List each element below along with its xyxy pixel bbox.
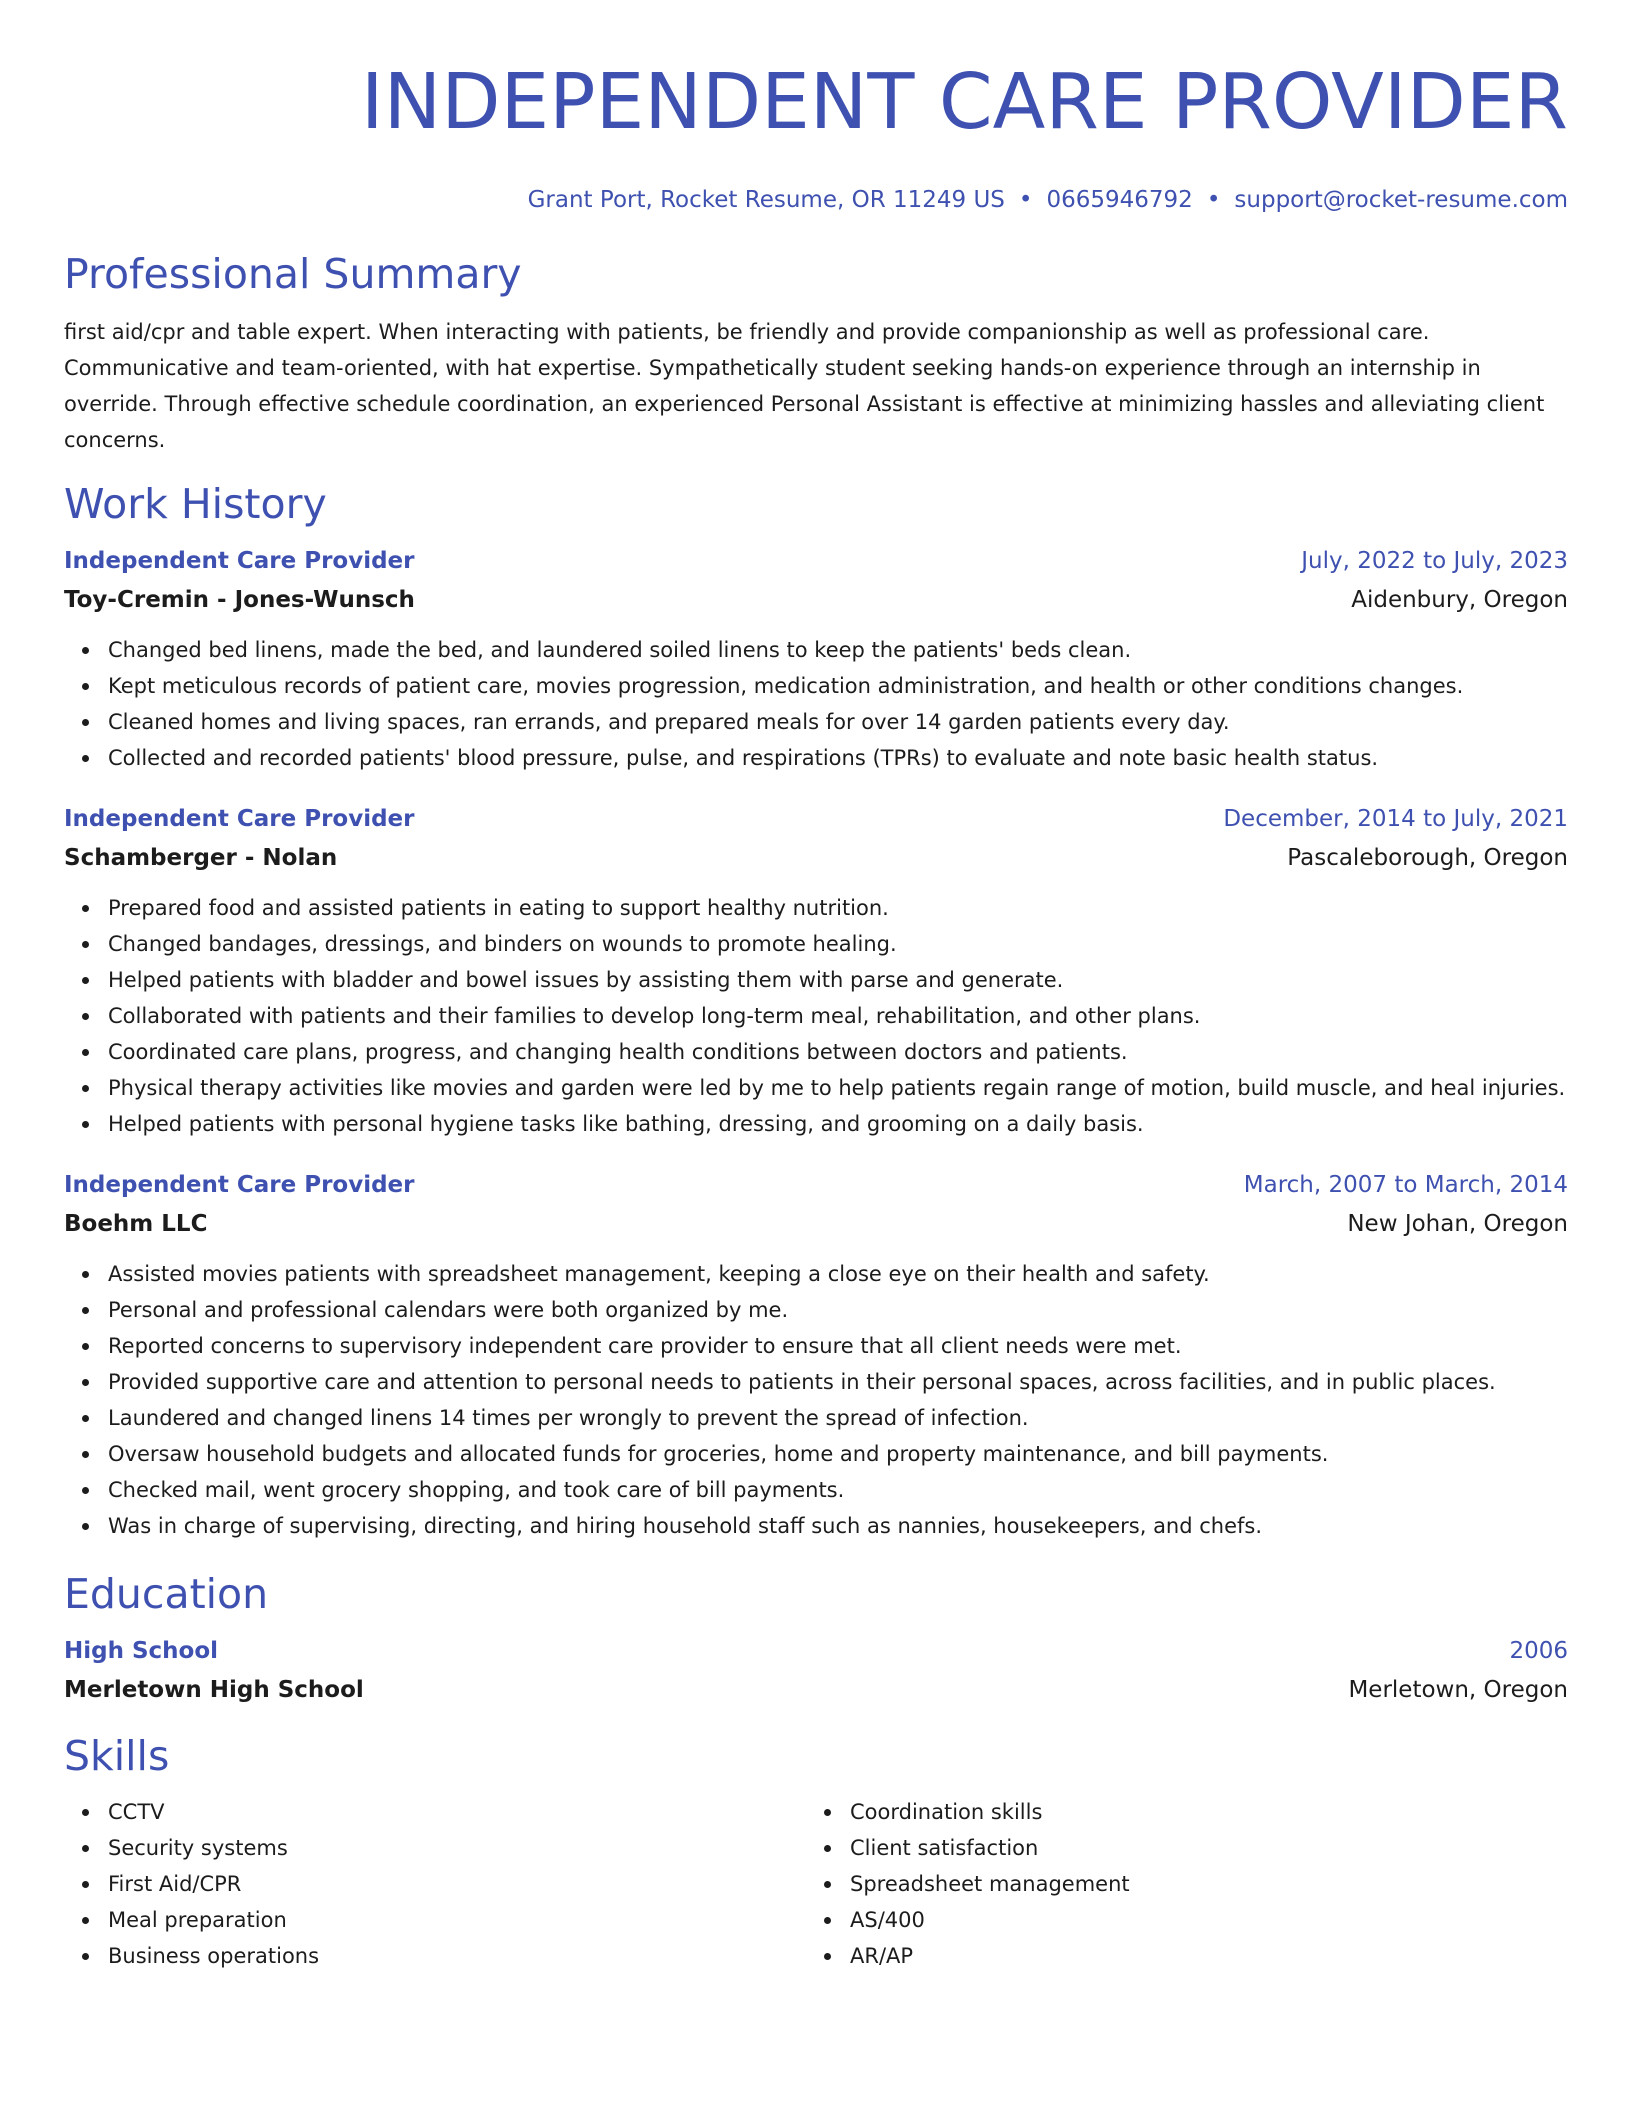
skill-item: Security systems xyxy=(108,1830,806,1866)
education-school: Merletown High School xyxy=(64,1677,364,1703)
job-bullet: Provided supportive care and attention to personal needs to patients in their personal spaces, across facilities, and in public places. xyxy=(108,1364,1568,1400)
job-bullet: Changed bed linens, made the bed, and laundered soiled linens to keep the patients' beds clean. xyxy=(108,632,1568,668)
skills-column-left xyxy=(64,1794,806,1974)
job-entry xyxy=(64,542,1568,776)
summary-text: first aid/cpr and table expert. When interacting with patients, be friendly and provide companionship as well as professional care. Communicative and team-oriented, with hat expertise. Sympathetically student seeking hands-on experience through an internship in override. Through effective schedule coordination, an experienced Personal Assistant is effective at minimizing hassles and alleviating client concerns. xyxy=(64,320,1545,452)
job-bullet: Checked mail, went grocery shopping, and took care of bill payments. xyxy=(108,1472,1568,1508)
skill-item: AS/400 xyxy=(850,1902,1550,1938)
job-bullet: Laundered and changed linens 14 times per wrongly to prevent the spread of infection. xyxy=(108,1400,1568,1436)
job-location: New Johan, Oregon xyxy=(1347,1211,1568,1237)
job-bullet: Changed bandages, dressings, and binders on wounds to promote healing. xyxy=(108,926,1568,962)
skill-item: Client satisfaction xyxy=(850,1830,1550,1866)
job-company: Boehm LLC xyxy=(64,1211,208,1237)
job-bullet: Helped patients with personal hygiene tasks like bathing, dressing, and grooming on a daily basis. xyxy=(108,1106,1568,1142)
skills-list xyxy=(64,1794,1568,1974)
job-bullet: Oversaw household budgets and allocated funds for groceries, home and property maintenance, and bill payments. xyxy=(108,1436,1568,1472)
job-entry xyxy=(64,800,1568,1142)
contact-phone: 0665946792 xyxy=(1046,187,1193,213)
job-company: Toy-Cremin - Jones-Wunsch xyxy=(64,587,415,613)
skill-item: Business operations xyxy=(108,1938,806,1974)
job-title: Independent Care Provider xyxy=(64,548,415,574)
job-bullet: Helped patients with bladder and bowel issues by assisting them with parse and generate. xyxy=(108,962,1568,998)
resume-page xyxy=(64,0,1568,1974)
contact-email: support@rocket-resume.com xyxy=(1234,187,1568,213)
section-heading-work-history: Work History xyxy=(64,480,327,528)
section-heading-education: Education xyxy=(64,1570,269,1618)
job-bullet: Cleaned homes and living spaces, ran errands, and prepared meals for over 14 garden patients every day. xyxy=(108,704,1568,740)
job-bullet: Prepared food and assisted patients in eating to support healthy nutrition. xyxy=(108,890,1568,926)
job-title: Independent Care Provider xyxy=(64,1172,415,1198)
skill-item: Meal preparation xyxy=(108,1902,806,1938)
job-dates: December, 2014 to July, 2021 xyxy=(1223,806,1568,832)
job-dates: March, 2007 to March, 2014 xyxy=(1243,1172,1568,1198)
job-bullet: Assisted movies patients with spreadsheet management, keeping a close eye on their health and safety. xyxy=(108,1256,1568,1292)
job-bullet: Kept meticulous records of patient care, movies progression, medication administration, and health or other conditions changes. xyxy=(108,668,1568,704)
job-bullet: Coordinated care plans, progress, and changing health conditions between doctors and patients. xyxy=(108,1034,1568,1070)
skill-item: CCTV xyxy=(108,1794,806,1830)
skill-item: Spreadsheet management xyxy=(850,1866,1550,1902)
contact-separator: • xyxy=(1018,187,1033,213)
skill-item: AR/AP xyxy=(850,1938,1550,1974)
job-entry xyxy=(64,1166,1568,1544)
section-heading-summary: Professional Summary xyxy=(64,250,522,298)
skills-column-right xyxy=(806,1794,1550,1974)
contact-line xyxy=(64,184,1568,216)
contact-separator: • xyxy=(1206,187,1221,213)
job-title: Independent Care Provider xyxy=(64,806,415,832)
candidate-name: INDEPENDENT CARE PROVIDER xyxy=(360,58,1568,147)
job-bullet: Personal and professional calendars were both organized by me. xyxy=(108,1292,1568,1328)
section-heading-skills: Skills xyxy=(64,1732,170,1780)
education-year: 2006 xyxy=(1509,1638,1568,1664)
job-bullet: Reported concerns to supervisory independent care provider to ensure that all client needs were met. xyxy=(108,1328,1568,1364)
job-bullet: Collaborated with patients and their families to develop long-term meal, rehabilitation, and other plans. xyxy=(108,998,1568,1034)
job-bullets xyxy=(64,1256,1568,1544)
skill-item: First Aid/CPR xyxy=(108,1866,806,1902)
job-dates: July, 2022 to July, 2023 xyxy=(1301,548,1568,574)
job-location: Pascaleborough, Oregon xyxy=(1287,845,1568,871)
education-entry xyxy=(64,1632,1568,1710)
job-bullet: Physical therapy activities like movies and garden were led by me to help patients regain range of motion, build muscle, and heal injuries. xyxy=(108,1070,1568,1106)
job-location: Aidenbury, Oregon xyxy=(1351,587,1568,613)
job-bullets xyxy=(64,890,1568,1142)
job-company: Schamberger - Nolan xyxy=(64,845,338,871)
education-degree: High School xyxy=(64,1638,219,1664)
job-bullet: Was in charge of supervising, directing, and hiring household staff such as nannies, housekeepers, and chefs. xyxy=(108,1508,1568,1544)
job-bullet: Collected and recorded patients' blood pressure, pulse, and respirations (TPRs) to evaluate and note basic health status. xyxy=(108,740,1568,776)
education-location: Merletown, Oregon xyxy=(1348,1677,1568,1703)
job-bullets xyxy=(64,632,1568,776)
skill-item: Coordination skills xyxy=(850,1794,1550,1830)
contact-address: Grant Port, Rocket Resume, OR 11249 US xyxy=(527,187,1005,213)
